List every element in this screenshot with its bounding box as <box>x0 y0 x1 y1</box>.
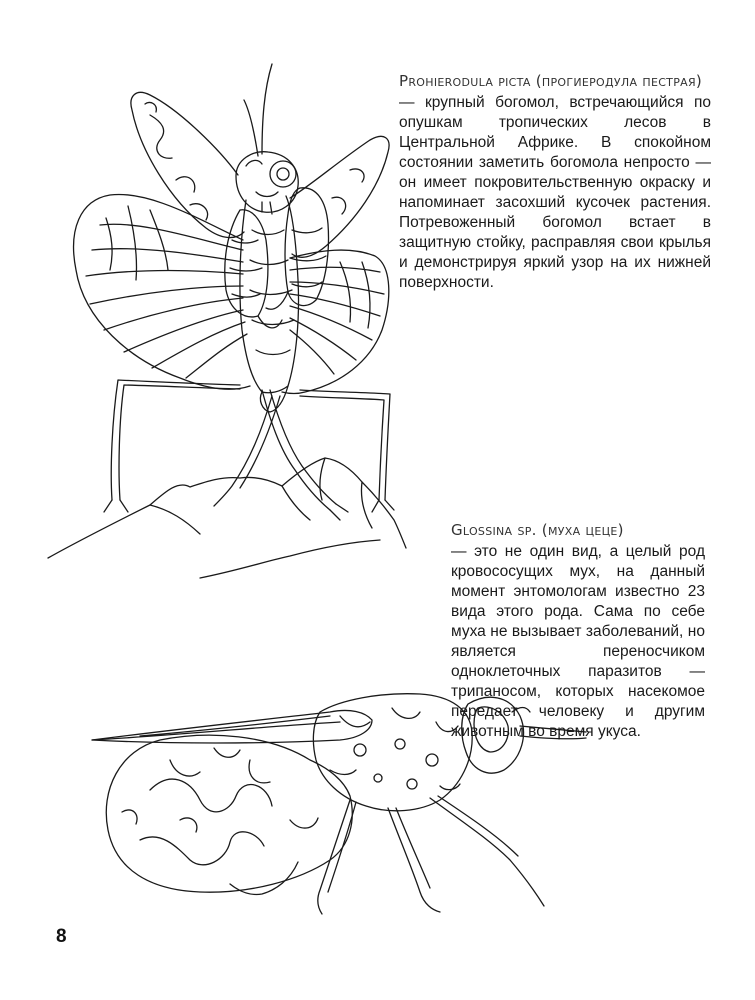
mantis-forewings <box>131 92 389 257</box>
mantis-species-heading: Prohierodula picta (прогиеродула пестрая) <box>399 72 703 90</box>
fly-species-heading: Glossina sp. (муха цеце) <box>451 521 624 539</box>
mantis-illustration <box>48 64 406 578</box>
mantis-description <box>399 72 711 293</box>
mantis-species-text: — крупный богомол, встречающийся по опушкам тропических лесов в Центральной Африке. В спокойном состоянии заметить богомола непросто — он имеет покровительственную окраску и напоминает засохший кусочек растения. Потревоженный богомол встает в защитную стойку, расправляя свои крылья и демонстрируя яркий узор на их нижней поверхности. <box>399 94 711 291</box>
rock-outline <box>48 458 406 578</box>
page-number: 8 <box>56 926 67 947</box>
fly-description <box>451 521 705 742</box>
fly-legs <box>230 796 544 914</box>
fly-wing <box>92 710 372 743</box>
mantis-head <box>236 64 298 214</box>
fly-species-text: — это не один вид, а целый род кровососущих мух, на данный момент энтомологам известно 23 вида этого рода. Сама по себе муха не вызывает заболеваний, но является переносчиком одноклеточных паразитов — трипаносом, которых насекомое передает человеку и другим животным во время укуса. <box>451 543 705 740</box>
mantis-body <box>240 196 299 412</box>
mantis-legs <box>104 380 394 520</box>
mantis-hind-wing-left <box>74 194 250 389</box>
